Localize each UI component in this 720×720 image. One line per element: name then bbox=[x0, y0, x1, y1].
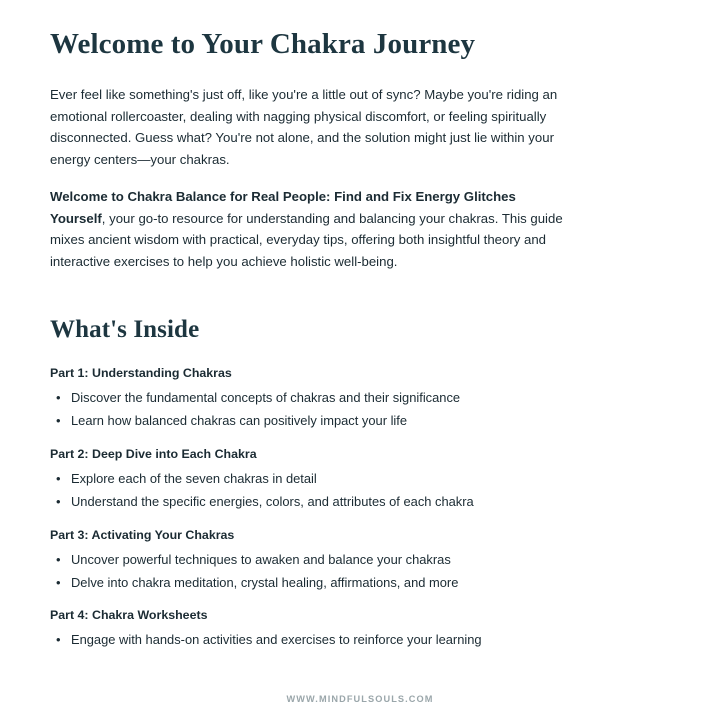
list-item: • Learn how balanced chakras can positively impact your life bbox=[50, 410, 570, 433]
intro-paragraph: Ever feel like something's just off, like you're a little out of sync? Maybe you're riding an emotional rollercoaster, dealing with nagging physical discomfort, or feeling spiritually disconnected. Guess what? You're not alone, and the solution might just lie within your energy centers—your chakras. bbox=[50, 87, 558, 167]
footer-url: WWW.MINDFULSOULS.COM bbox=[286, 694, 434, 704]
list-item: • Explore each of the seven chakras in detail bbox=[50, 468, 570, 491]
section-title: What's Inside bbox=[50, 316, 200, 344]
part-block bbox=[50, 366, 570, 433]
part-heading: Part 1: Understanding Chakras bbox=[50, 366, 232, 381]
welcome-paragraph bbox=[50, 186, 570, 272]
welcome-prefix: Welcome to bbox=[50, 189, 128, 205]
welcome-suffix: , your go-to resource for understanding and balancing your chakras. This guide mixes ancient wisdom with practical, everyday tips, offering both insightful theory and interactive exercises to help you achieve holistic well-being. bbox=[50, 210, 563, 269]
part-block bbox=[50, 528, 570, 595]
part-heading: Part 4: Chakra Worksheets bbox=[50, 608, 208, 623]
list-item: • Engage with hands-on activities and exercises to reinforce your learning bbox=[50, 629, 570, 652]
part-list bbox=[50, 549, 570, 595]
part-list bbox=[50, 387, 570, 433]
part-heading: Part 3: Activating Your Chakras bbox=[50, 527, 235, 542]
list-item: • Understand the specific energies, colors, and attributes of each chakra bbox=[50, 491, 570, 514]
part-block bbox=[50, 447, 570, 514]
list-item: • Delve into chakra meditation, crystal healing, affirmations, and more bbox=[50, 572, 570, 595]
list-item: • Uncover powerful techniques to awaken and balance your chakras bbox=[50, 549, 570, 572]
part-list bbox=[50, 468, 570, 514]
part-heading: Part 2: Deep Dive into Each Chakra bbox=[50, 447, 257, 462]
section-spacer bbox=[50, 272, 570, 316]
list-item: • Discover the fundamental concepts of chakras and their significance bbox=[50, 387, 570, 410]
page-title: Welcome to Your Chakra Journey bbox=[50, 28, 476, 60]
part-block bbox=[50, 608, 570, 652]
book-title: Chakra Balance for Real People: Find and Fix Energy Glitches Yourself bbox=[50, 189, 516, 226]
part-list bbox=[50, 629, 570, 652]
